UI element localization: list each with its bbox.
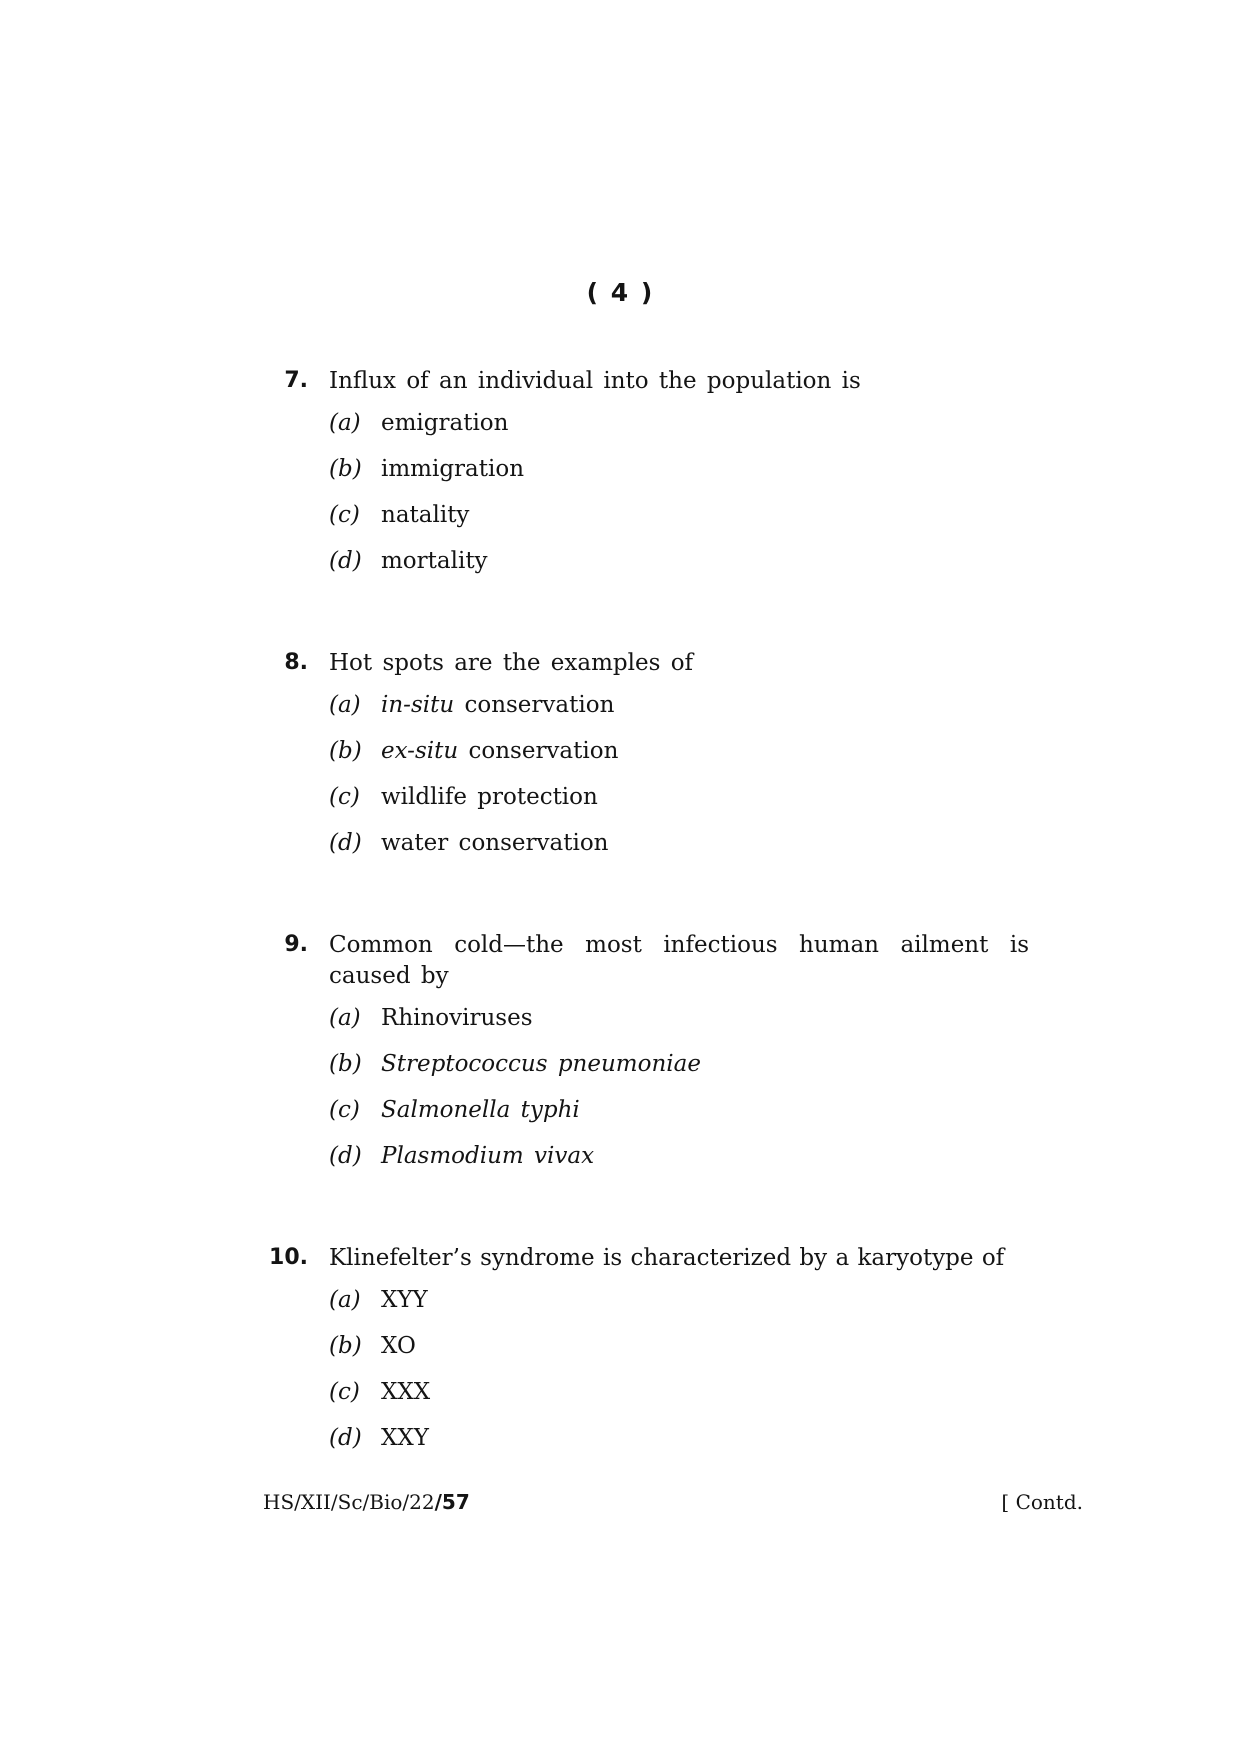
question-number: 8. <box>284 650 308 675</box>
option-label: (b) <box>329 1051 362 1077</box>
option-label: (c) <box>329 1379 360 1405</box>
option-text: Streptococcus pneumoniae <box>381 1051 701 1077</box>
option-a <box>0 1003 1241 1035</box>
option-label: (a) <box>329 692 361 718</box>
option-text-rest: conservation <box>458 738 619 764</box>
option-a <box>0 408 1241 440</box>
contd-label: [ Contd. <box>1001 1490 1083 1514</box>
option-label: (c) <box>329 784 360 810</box>
option-a <box>0 690 1241 722</box>
page-number: ( 4 ) <box>586 278 655 307</box>
option-text-italic: ex-situ <box>381 738 459 764</box>
option-text: XXX <box>381 1379 431 1405</box>
option-text: Salmonella typhi <box>381 1097 580 1123</box>
option-b <box>0 736 1241 768</box>
paper-code-text: HS/XII/Sc/Bio/22 <box>263 1490 435 1514</box>
option-text: XXY <box>381 1425 429 1451</box>
option-label: (b) <box>329 1333 362 1359</box>
option-label: (a) <box>329 410 361 436</box>
option-label: (a) <box>329 1005 361 1031</box>
question-text: Hot spots are the examples of <box>329 650 694 676</box>
option-label: (d) <box>329 1425 362 1451</box>
option-text-rest: conservation <box>454 692 615 718</box>
option-c <box>0 1095 1241 1127</box>
option-label: (d) <box>329 1143 362 1169</box>
question-number: 9. <box>284 932 308 957</box>
page-footer <box>0 1490 1241 1520</box>
option-c <box>0 500 1241 532</box>
question-8 <box>0 648 1241 856</box>
option-a <box>0 1285 1241 1317</box>
option-text: mortality <box>381 548 488 574</box>
question-text: Klinefelter’s syndrome is characterized by a karyotype of <box>329 1245 1005 1271</box>
option-b <box>0 1049 1241 1081</box>
paper-code <box>263 1490 470 1514</box>
option-text <box>381 736 618 767</box>
option-label: (b) <box>329 738 362 764</box>
option-d <box>0 1141 1241 1173</box>
option-label: (d) <box>329 830 362 856</box>
option-label: (a) <box>329 1287 361 1313</box>
option-label: (c) <box>329 1097 360 1123</box>
option-text: immigration <box>381 456 525 482</box>
option-c <box>0 1377 1241 1409</box>
question-number: 10. <box>269 1245 308 1270</box>
option-text: XYY <box>381 1287 428 1313</box>
option-text: Plasmodium vivax <box>381 1143 595 1169</box>
option-label: (c) <box>329 502 360 528</box>
option-text-italic: in-situ <box>381 692 455 718</box>
question-text: Influx of an individual into the population is <box>329 368 861 394</box>
option-b <box>0 454 1241 486</box>
question-10 <box>0 1243 1241 1451</box>
option-text: wildlife protection <box>381 784 598 810</box>
option-label: (d) <box>329 548 362 574</box>
option-text: water conservation <box>381 830 609 856</box>
option-text <box>381 690 614 721</box>
question-9 <box>0 930 1241 1169</box>
option-d <box>0 1423 1241 1455</box>
option-label: (b) <box>329 456 362 482</box>
option-text: emigration <box>381 410 509 436</box>
question-text: Common cold—the most infectious human ailment is caused by <box>329 932 1029 989</box>
paper-code-number: /57 <box>434 1490 470 1514</box>
option-text: XO <box>381 1333 416 1359</box>
option-c <box>0 782 1241 814</box>
option-text: Rhinoviruses <box>381 1005 533 1031</box>
option-d <box>0 828 1241 860</box>
question-number: 7. <box>284 368 308 393</box>
option-b <box>0 1331 1241 1363</box>
question-7 <box>0 366 1241 574</box>
option-d <box>0 546 1241 578</box>
option-text: natality <box>381 502 470 528</box>
